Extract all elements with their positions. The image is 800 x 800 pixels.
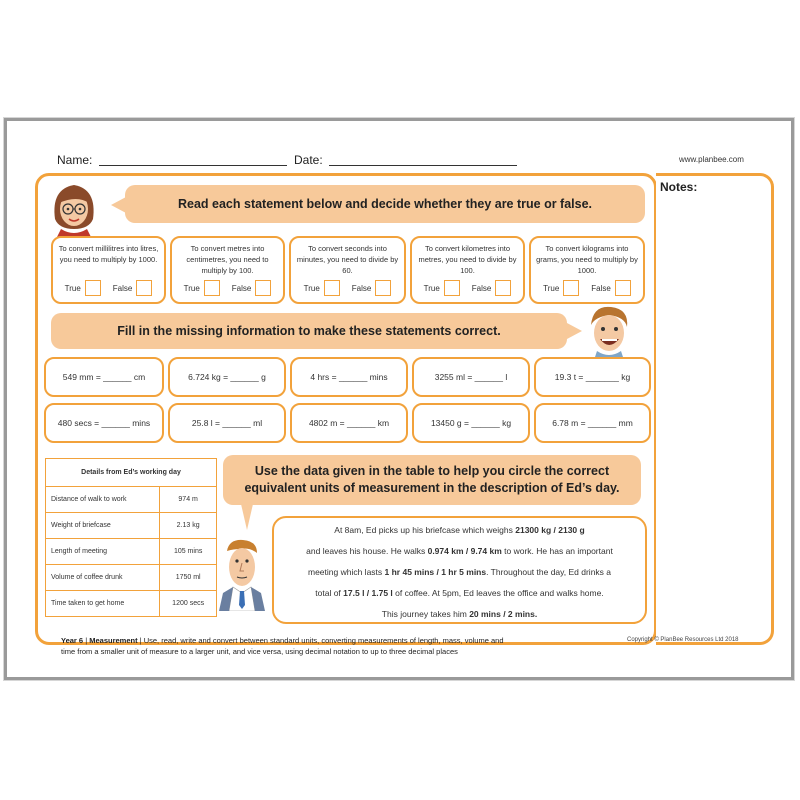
true-checkbox[interactable] [324, 280, 340, 296]
true-false-card [410, 236, 525, 304]
false-label: False [471, 283, 492, 293]
row-label: Distance of walk to work [46, 487, 160, 513]
date-label: Date: [294, 153, 323, 167]
conversion-text: 549 mm = ______ cm [62, 372, 146, 382]
table-row [46, 513, 217, 539]
false-checkbox[interactable] [615, 280, 631, 296]
answer-choice[interactable]: 0.974 km / 9.74 km [427, 546, 502, 556]
circle-instruction [223, 455, 641, 505]
row-label: Weight of briefcase [46, 513, 160, 539]
conversion-box[interactable] [412, 403, 530, 443]
true-label: True [303, 283, 320, 293]
conversion-box[interactable] [290, 403, 408, 443]
statement-text: To convert kilometres into metres, you need to divide by 100. [418, 244, 517, 275]
speech-tail [241, 504, 253, 530]
story-text: This journey takes him [381, 609, 470, 619]
notes-frame [656, 173, 774, 645]
speech-tail [567, 323, 582, 339]
row-value: 105 mins [160, 539, 217, 565]
answer-choice[interactable]: 17.5 l / 1.75 l [343, 588, 393, 598]
true-checkbox[interactable] [85, 280, 101, 296]
true-false-instruction [125, 185, 645, 223]
conversion-box[interactable] [412, 357, 530, 397]
row-label: Time taken to get home [46, 591, 160, 617]
conversion-text: 480 secs = ______ mins [57, 418, 151, 428]
conversion-text: 25.8 l = ______ ml [191, 418, 263, 428]
table-row [46, 565, 217, 591]
false-checkbox[interactable] [255, 280, 271, 296]
conversion-box[interactable] [534, 403, 651, 443]
row-value: 1750 ml [160, 565, 217, 591]
answer-choice[interactable]: 20 mins / 2 mins. [469, 609, 538, 619]
statement-text: To convert millilitres into litres, you need to multiply by 1000. [58, 244, 159, 264]
objective-text-line2: time from a smaller unit of measure to a larger unit, and vice versa, using decimal notation to up to three decimal places [61, 647, 458, 656]
story-text: and leaves his house. He walks [306, 546, 428, 556]
row-label: Length of meeting [46, 539, 160, 565]
circle-instruction-line2: equivalent units of measurement in the description of Ed’s day. [244, 481, 620, 495]
story-text: . Throughout the day, Ed drinks a [486, 567, 612, 577]
conversion-box[interactable] [534, 357, 651, 397]
false-label: False [231, 283, 252, 293]
true-false-card [170, 236, 285, 304]
false-checkbox[interactable] [136, 280, 152, 296]
true-label: True [543, 283, 560, 293]
row-label: Volume of coffee drunk [46, 565, 160, 591]
conversion-box[interactable] [290, 357, 408, 397]
true-false-card [289, 236, 406, 304]
curriculum-footer: Year 6 | Measurement | Use, read, write and convert between standard units, converting measurements of length, mass, volume and time from a smaller unit of measure to a larger unit, and vice versa, using decimal notation to up to three decimal places [61, 635, 621, 657]
true-label: True [423, 283, 440, 293]
teacher-character-icon [47, 179, 101, 237]
statement-text: To convert metres into centimetres, you need to multiply by 100. [186, 244, 269, 275]
true-false-card [529, 236, 645, 304]
true-checkbox[interactable] [444, 280, 460, 296]
working-day-table [45, 458, 217, 617]
notes-label: Notes: [660, 180, 698, 194]
true-label: True [183, 283, 200, 293]
date-line[interactable] [329, 165, 517, 166]
copyright-text: Copyright © PlanBee Resources Ltd 2018 [627, 637, 739, 643]
story-text: At 8am, Ed picks up his briefcase which weighs [334, 525, 516, 535]
table-title: Details from Ed’s working day [46, 459, 217, 487]
conversion-text: 6.78 m = ______ mm [552, 418, 633, 428]
conversion-box[interactable] [168, 357, 286, 397]
false-checkbox[interactable] [495, 280, 511, 296]
true-checkbox[interactable] [204, 280, 220, 296]
false-label: False [591, 283, 611, 293]
story-text: total of [315, 588, 344, 598]
true-false-card [51, 236, 166, 304]
false-label: False [112, 283, 133, 293]
conversion-text: 6.724 kg = ______ g [188, 372, 266, 382]
statement-text: To convert kilograms into grams, you need to multiply by 1000. [536, 244, 638, 275]
conversion-text: 4802 m = ______ km [308, 418, 390, 428]
conversion-text: 4 hrs = ______ mins [310, 372, 388, 382]
name-line[interactable] [99, 165, 287, 166]
ed-character-icon [215, 537, 269, 611]
row-value: 2.13 kg [160, 513, 217, 539]
worksheet-page [4, 118, 794, 680]
website-text: www.planbee.com [679, 155, 744, 164]
conversion-text: 13450 g = ______ kg [430, 418, 512, 428]
conversion-text: 3255 ml = ______ l [434, 372, 508, 382]
year-label: Year 6 [61, 636, 84, 645]
true-checkbox[interactable] [563, 280, 579, 296]
conversion-text: 19.3 t = _______ kg [554, 372, 631, 382]
row-value: 974 m [160, 487, 217, 513]
table-row [46, 539, 217, 565]
true-label: True [64, 283, 81, 293]
speech-tail [111, 197, 126, 213]
conversion-box[interactable] [44, 403, 164, 443]
false-checkbox[interactable] [375, 280, 391, 296]
boy-character-icon [585, 303, 633, 363]
fill-in-instruction [51, 313, 567, 349]
subject-label: Measurement [89, 636, 138, 645]
statement-text: To convert seconds into minutes, you need to divide by 60. [296, 244, 399, 275]
table-row [46, 487, 217, 513]
fill-in-instruction-text: Fill in the missing information to make these statements correct. [117, 323, 501, 338]
conversion-box[interactable] [44, 357, 164, 397]
table-row [46, 591, 217, 617]
conversion-box[interactable] [168, 403, 286, 443]
story-text: meeting which lasts [307, 567, 385, 577]
answer-choice[interactable]: 1 hr 45 mins / 1 hr 5 mins [384, 567, 487, 577]
true-false-instruction-text: Read each statement below and decide whether they are true or false. [177, 196, 593, 211]
story-text: to work. He has an important [501, 546, 613, 556]
false-label: False [351, 283, 372, 293]
objective-text: Use, read, write and convert between standard units, converting measurements of length, mass, volume and [143, 636, 504, 645]
circle-instruction-line1: Use the data given in the table to help you circle the correct [254, 464, 610, 479]
name-label: Name: [57, 153, 93, 167]
answer-choice[interactable]: 21300 kg / 2130 g [515, 525, 585, 535]
story-text: of coffee. At 5pm, Ed leaves the office and walks home. [392, 588, 604, 598]
row-value: 1200 secs [160, 591, 217, 617]
ed-story-box [272, 516, 647, 624]
